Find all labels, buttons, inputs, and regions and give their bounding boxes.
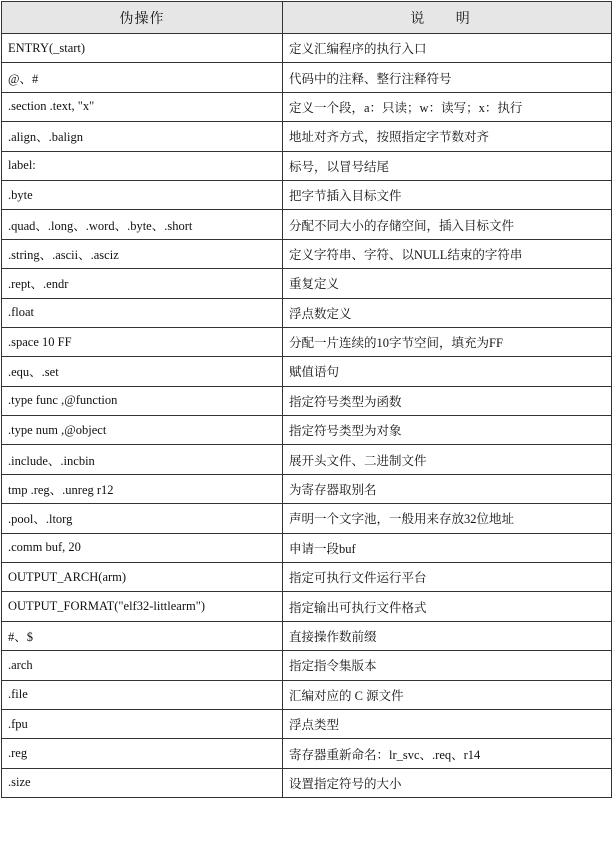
pseudo-op-cell: #、$ — [2, 621, 283, 650]
description-cell: 分配不同大小的存储空间，插入目标文件 — [283, 210, 612, 239]
table-row — [2, 34, 612, 63]
table-row — [2, 210, 612, 239]
description-cell: 标号，以冒号结尾 — [283, 151, 612, 180]
pseudo-op-table-container — [1, 1, 611, 798]
table-row — [2, 416, 612, 445]
pseudo-op-cell: .arch — [2, 651, 283, 680]
pseudo-op-cell: OUTPUT_FORMAT("elf32-littlearm") — [2, 592, 283, 621]
header-pseudo-op: 伪操作 — [2, 2, 283, 34]
pseudo-op-cell: .string、.ascii、.asciz — [2, 239, 283, 268]
pseudo-op-cell: .equ、.set — [2, 357, 283, 386]
table-row — [2, 445, 612, 474]
description-cell: 展开头文件、二进制文件 — [283, 445, 612, 474]
pseudo-op-cell: .type func ,@function — [2, 386, 283, 415]
pseudo-op-cell: .section .text, "x" — [2, 92, 283, 121]
pseudo-op-cell: .quad、.long、.word、.byte、.short — [2, 210, 283, 239]
table-row — [2, 768, 612, 797]
pseudo-op-cell: .byte — [2, 180, 283, 209]
table-row — [2, 592, 612, 621]
pseudo-op-cell: OUTPUT_ARCH(arm) — [2, 563, 283, 592]
header-description: 说 明 — [283, 2, 612, 34]
description-cell: 重复定义 — [283, 269, 612, 298]
pseudo-op-table — [1, 1, 612, 798]
description-cell: 指定输出可执行文件格式 — [283, 592, 612, 621]
table-header-row — [2, 2, 612, 34]
pseudo-op-cell: .fpu — [2, 709, 283, 738]
table-row — [2, 298, 612, 327]
pseudo-op-cell: label: — [2, 151, 283, 180]
description-cell: 寄存器重新命名：lr_svc、.req、r14 — [283, 739, 612, 768]
pseudo-op-cell: ENTRY(_start) — [2, 34, 283, 63]
description-cell: 把字节插入目标文件 — [283, 180, 612, 209]
pseudo-op-cell: .file — [2, 680, 283, 709]
table-row — [2, 180, 612, 209]
pseudo-op-cell: tmp .reg、.unreg r12 — [2, 474, 283, 503]
description-cell: 申请一段buf — [283, 533, 612, 562]
description-cell: 地址对齐方式，按照指定字节数对齐 — [283, 122, 612, 151]
table-row — [2, 151, 612, 180]
pseudo-op-cell: .include、.incbin — [2, 445, 283, 474]
description-cell: 为寄存器取别名 — [283, 474, 612, 503]
table-row — [2, 651, 612, 680]
table-row — [2, 92, 612, 121]
table-row — [2, 504, 612, 533]
description-cell: 指定指令集版本 — [283, 651, 612, 680]
table-row — [2, 533, 612, 562]
table-row — [2, 63, 612, 92]
table-row — [2, 621, 612, 650]
description-cell: 指定符号类型为函数 — [283, 386, 612, 415]
table-row — [2, 327, 612, 356]
pseudo-op-cell: .pool、.ltorg — [2, 504, 283, 533]
description-cell: 指定可执行文件运行平台 — [283, 563, 612, 592]
pseudo-op-cell: .float — [2, 298, 283, 327]
table-row — [2, 122, 612, 151]
description-cell: 浮点数定义 — [283, 298, 612, 327]
description-cell: 代码中的注释、整行注释符号 — [283, 63, 612, 92]
pseudo-op-cell: .type num ,@object — [2, 416, 283, 445]
table-row — [2, 474, 612, 503]
table-row — [2, 386, 612, 415]
pseudo-op-cell: .size — [2, 768, 283, 797]
table-row — [2, 269, 612, 298]
pseudo-op-cell: .reg — [2, 739, 283, 768]
description-cell: 赋值语句 — [283, 357, 612, 386]
description-cell: 分配一片连续的10字节空间，填充为FF — [283, 327, 612, 356]
table-row — [2, 563, 612, 592]
table-row — [2, 739, 612, 768]
description-cell: 汇编对应的 C 源文件 — [283, 680, 612, 709]
table-row — [2, 680, 612, 709]
pseudo-op-cell: .align、.balign — [2, 122, 283, 151]
table-row — [2, 239, 612, 268]
description-cell: 指定符号类型为对象 — [283, 416, 612, 445]
pseudo-op-cell: .space 10 FF — [2, 327, 283, 356]
description-cell: 直接操作数前缀 — [283, 621, 612, 650]
description-cell: 浮点类型 — [283, 709, 612, 738]
description-cell: 定义汇编程序的执行入口 — [283, 34, 612, 63]
pseudo-op-cell: @、# — [2, 63, 283, 92]
description-cell: 声明一个文字池，一般用来存放32位地址 — [283, 504, 612, 533]
table-row — [2, 357, 612, 386]
description-cell: 定义一个段，a：只读；w：读写；x：执行 — [283, 92, 612, 121]
table-body — [2, 34, 612, 798]
pseudo-op-cell: .comm buf, 20 — [2, 533, 283, 562]
pseudo-op-cell: .rept、.endr — [2, 269, 283, 298]
description-cell: 定义字符串、字符、以NULL结束的字符串 — [283, 239, 612, 268]
description-cell: 设置指定符号的大小 — [283, 768, 612, 797]
table-row — [2, 709, 612, 738]
